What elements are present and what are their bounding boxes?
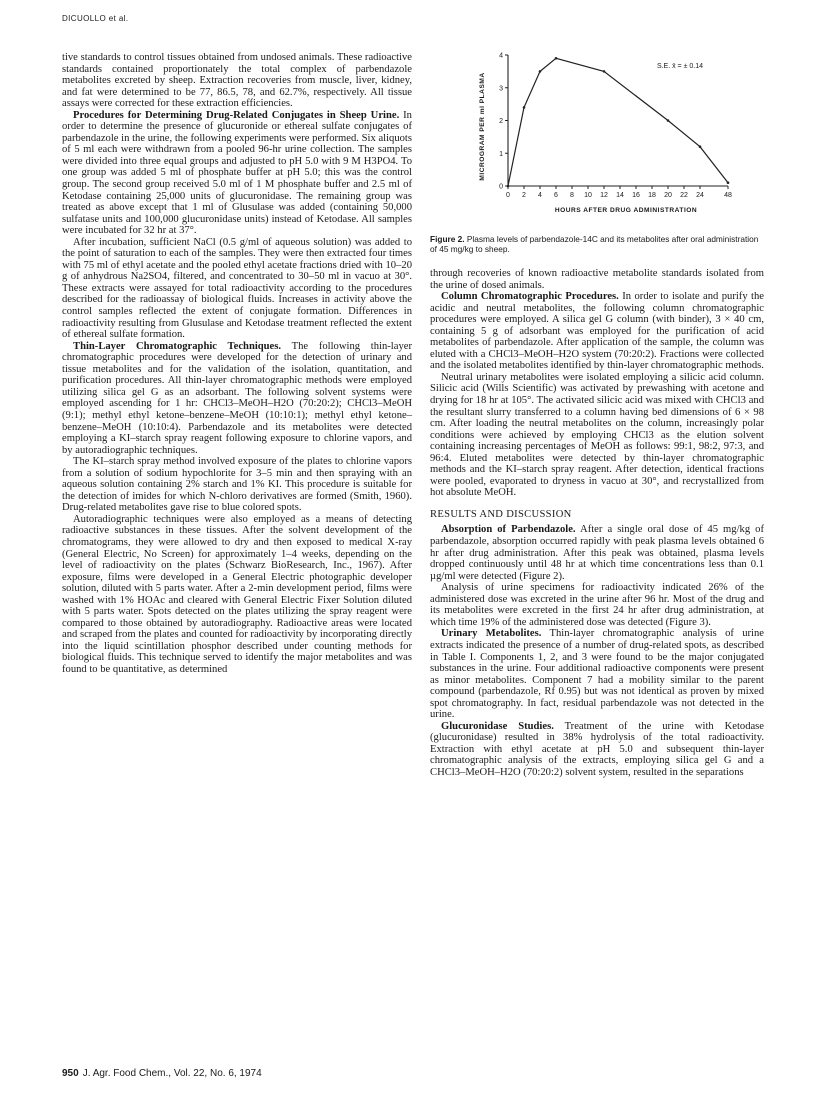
- x-tick-label: 18: [648, 192, 656, 199]
- x-tick-label: 2: [522, 192, 526, 199]
- data-point: [539, 70, 542, 73]
- page-number: 950: [62, 1068, 79, 1079]
- paragraph-absorption: Absorption of Parbendazole. After a single oral dose of 45 mg/kg of parbendazole, absorption occurred rapidly with peak plasma levels obtained 6 hr after drug administration. After this peak was obtained, plasma levels dropped continuously until 48 hr at which time concentrations less than 0.1 µg/ml were detected (Figure 2).: [430, 524, 764, 582]
- paragraph: The KI–starch spray method involved exposure of the plates to chlorine vapors from a solution of sodium hypochlorite for 3–5 min and then spraying with an aqueous solution containing 2% starch and 1% KI. This procedure is suitable for the detection of imides for which N-chloro derivatives are formed (Smith, 1960). Drug-related metabolites gave rise to blue colored spots.: [62, 456, 412, 514]
- right-column: [430, 268, 764, 779]
- x-tick-label: 10: [584, 192, 592, 199]
- data-point: [603, 70, 606, 73]
- x-axis-title: HOURS AFTER DRUG ADMINISTRATION: [554, 207, 698, 214]
- data-point: [555, 57, 558, 60]
- data-point: [727, 181, 730, 184]
- paragraph: tive standards to control tissues obtained from undosed animals. These radioactive standards contained proportionately the total complex of parbendazole metabolites excreted by sheep. Extraction recoveries from muscle, liver, kidney, and fat were determined to be 77, 86.5, 78, and 62.7%, respectively. All tissue assays were corrected for these extraction efficiencies.: [62, 52, 412, 110]
- x-tick-label: 12: [600, 192, 608, 199]
- y-tick-label: 1: [499, 150, 503, 158]
- y-tick-label: 2: [499, 118, 503, 125]
- series-line: [508, 58, 728, 186]
- y-tick-label: 0: [499, 183, 503, 191]
- section-heading: RESULTS AND DISCUSSION: [430, 508, 572, 520]
- x-tick-label: 24: [696, 192, 704, 199]
- paragraph-tlc: Thin-Layer Chromatographic Techniques. The following thin-layer chromatographic procedures were developed for the detection of urinary and tissue metabolites and for the validation of the isolation, quantitation, and purification procedures. All thin-layer chromatographic methods were employed utilizing silica gel G as an adsorbant. The following solvent systems were employed ascending for 1 hr: CHCl3–MeOH–H2O (70:20:2); CHCl3–MeOH (9:1); methyl ethyl ketone–benzene–MeOH (10:10:1); methyl ethyl ketone–benzene–MeOH (10:10:4). Parbendazole and its metabolites were detected employing a KI–starch spray reagent following exposure to chlorine vapors, and by autoradiographic techniques.: [62, 340, 412, 456]
- x-tick-label: 14: [616, 192, 624, 199]
- paragraph-urinary-metabolites: Urinary Metabolites. Thin-layer chromatographic analysis of urine extracts indicated the presence of a number of drug-related spots, as described in Table I. Components 1, 2, and 3 were found to be the major conjugated substances in the urine. Four additional radioactive components were present as minor metabolites. Component 7 had a mobility similar to the parent compound (parbendazole, Rf 0.95) but was not identical as proven by mixed spot chromatography. In fact, residual parbendazole was not detected in the urine.: [430, 628, 764, 721]
- paragraph: After incubation, sufficient NaCl (0.5 g/ml of aqueous solution) was added to the point of saturation to each of the samples. They were then extracted four times with 75 ml of ethyl acetate and the pooled ethyl acetate fractions dried with 10–20 g of anhydrous Na2SO4, filtered, and concentrated to 30–50 ml in vacuo at 30°. These extracts were assayed for total radioactivity according to the procedures described for the radioassay of biological fluids. Increases in activity above the control samples reflected the extent of conjugate formation. Differences in radioactivity resulting from Glusulase and Ketodase treatment reflected the extent of ethereal sulfate formation.: [62, 236, 412, 341]
- paragraph-conjugates: Procedures for Determining Drug-Related Conjugates in Sheep Urine. In order to determine the presence of glucuronide or ethereal sulfate conjugates of parbendazole in the urine, the following experiments were performed. Six aliquots of 5 ml each were withdrawn from a pooled 96-hr urine collection. The samples were divided into three equal groups and adjusted to pH 5.0 with 9 M H3PO4. To one group was added 5 ml of phosphate buffer at pH 5.0; this was the control group. The second group received 5.0 ml of 1 M phosphate buffer and 2.5 ml of Ketodase containing 25,000 units of glucuronidase. The remaining group was treated as above except that 1 ml of Glusulase was added (containing 50,000 sulfatase units and 100,000 glucuronidase units) instead of Ketodase. All samples were incubated for 32 hr at 37°.: [62, 109, 412, 237]
- standard-error-annotation: S.E. x̄ = ± 0.14: [656, 63, 703, 70]
- data-point: [523, 106, 526, 109]
- x-tick-label: 16: [632, 192, 640, 199]
- running-head: DICUOLLO et al.: [62, 14, 129, 23]
- data-point: [667, 119, 670, 122]
- x-tick-label: 0: [506, 192, 510, 199]
- y-tick-label: 3: [499, 85, 503, 93]
- paragraph-column-chromatography: Column Chromatographic Procedures. In order to isolate and purify the acidic and neutral metabolites, the following column chromatographic procedures were employed. A silica gel G column (with binder), 3 × 40 cm, containing 5 g of adsorbant was employed for the purification of acid metabolites of parbendazole. After application of the sample, the column was eluted with a CHCl3–MeOH–H2O system (70:20:2). Fractions were collected and the isolated metabolites identified by thin-layer chromatographic methods.: [430, 291, 764, 372]
- x-tick-label: 8: [570, 192, 574, 199]
- x-tick-label: 20: [664, 192, 672, 199]
- paragraph: Neutral urinary metabolites were isolated employing a silicic acid column. Silicic acid (Wills Scientific) was activated by prewashing with acetone and drying for 18 hr at 105°. The activated silicic acid was mixed with CHCl3 and the resultant slurry transferred to a column having bed dimensions of 6 × 98 cm. After loading the neutral metabolites on the column, increasingly polar conditions were achieved by employing CHCl3 as the elution solvent containing increasing percentages of MeOH as follows: 99:1, 98:2, 97:3, and 96:4. Eluted metabolites were detected by thin-layer chromatographic methods and the KI–starch spray reagent. After detection, identical fractions were pooled, evaporated to dryness in vacuo at 30°, and recrystallized from hot absolute MeOH.: [430, 371, 764, 499]
- left-column: [62, 52, 412, 676]
- y-axis-title: MICROGRAM PER ml PLASMA: [479, 72, 486, 181]
- plasma-level-chart: [430, 40, 764, 230]
- paragraph: Autoradiographic techniques were also employed as a means of detecting radioactive substances in these tissues. After the solvent development of the chromatograms, they were allowed to dry and then exposed to medical X-ray (General Electric, No Screen) for approximately 1–4 weeks, depending on the level of radioactivity on the plates (Schwarz BioResearch, Inc., 1967). After exposure, films were developed in a General Electric photographic developer solution, diluted with 5 parts water. After a 2-min development period, films were washed with 1% HOAc and cleared with General Electric Fixer Solution diluted with 5 parts water. Spots detected on the plates utilizing the spray reagent were compared to those obtained by autoradiography. Radioactive areas were located and scraped from the plates and counted for radioactivity by incorporating directly into the liquid scintillation phosphor described under counting methods for biological fluids. This technique served to identify the major metabolites and was found to be quantitative, as determined: [62, 513, 412, 675]
- journal-citation: J. Agr. Food Chem., Vol. 22, No. 6, 1974: [82, 1068, 262, 1079]
- paragraph-glucuronidase: Glucuronidase Studies. Treatment of the urine with Ketodase (glucuronidase) resulted in 38% hydrolysis of the total radioactivity. Extraction with ethyl acetate at pH 5.0 and subsequent thin-layer chromatographic analysis of the extracts, employing silica gel G and a CHCl3–MeOH–H2O (70:20:2) solvent system, resulted in the separations: [430, 720, 765, 778]
- paragraph: Analysis of urine specimens for radioactivity indicated 26% of the administered dose was excreted in the urine after 96 hr. Most of the drug and its metabolites were excreted in the first 24 hr after drug administration, at which time 19% of the administered dose was detected (Figure 3).: [430, 582, 764, 628]
- paragraph: through recoveries of known radioactive metabolite standards isolated from the urine of dosed animals.: [430, 268, 764, 291]
- data-point: [699, 145, 702, 148]
- x-tick-label: 6: [554, 192, 558, 199]
- y-tick-label: 4: [499, 52, 503, 60]
- figure-caption: Figure 2. Plasma levels of parbendazole-14C and its metabolites after oral administration of 45 mg/kg to sheep.: [430, 234, 759, 254]
- x-tick-label: 48: [724, 192, 732, 199]
- figure-2: [430, 40, 764, 265]
- x-tick-label: 22: [680, 192, 688, 199]
- data-point: [507, 185, 510, 188]
- x-tick-label: 4: [538, 192, 542, 199]
- page-footer: [62, 1068, 262, 1079]
